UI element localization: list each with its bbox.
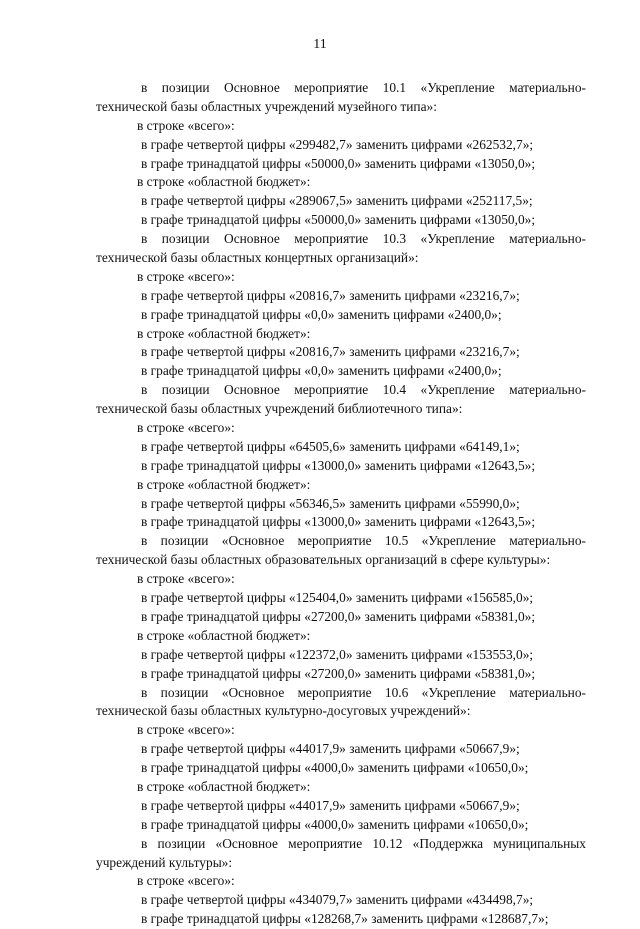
text-line: в позиции Основное мероприятие 10.3 «Укрепление материально- [141,231,586,247]
text-line: в строке «областной бюджет»: [137,476,311,492]
text-line: в графе четвертой цифры «289067,5» заменить цифрами «252117,5»; [141,193,533,209]
text-line: в графе тринадцатой цифры «50000,0» заменить цифрами «13050,0»; [141,155,536,171]
text-line: в графе четвертой цифры «299482,7» заменить цифрами «262532,7»; [141,136,534,152]
text-line: технической базы областных образовательных организаций в сфере культуры»: [96,552,551,568]
text-line: технической базы областных учреждений библиотечного типа»: [96,401,463,417]
text-line: технической базы областных учреждений музейного типа»: [96,98,437,114]
text-line: в графе тринадцатой цифры «13000,0» заменить цифрами «12643,5»; [141,514,536,530]
text-line: технической базы областных концертных организаций»: [96,250,419,266]
text-line: в строке «областной бюджет»: [137,174,311,190]
text-line: в графе тринадцатой цифры «4000,0» заменить цифрами «10650,0»; [141,816,529,832]
text-line: технической базы областных культурно-досуговых учреждений»: [96,703,471,719]
text-line: в графе четвертой цифры «122372,0» заменить цифрами «153553,0»; [141,646,534,662]
text-line: в графе четвертой цифры «44017,9» заменить цифрами «50667,9»; [141,797,520,813]
text-line: в графе четвертой цифры «44017,9» заменить цифрами «50667,9»; [141,741,520,757]
text-line: в строке «всего»: [137,117,235,133]
text-line: в графе четвертой цифры «434079,7» заменить цифрами «434498,7»; [141,892,534,908]
text-line: в строке «областной бюджет»: [137,627,311,643]
text-line: в позиции Основное мероприятие 10.4 «Укрепление материально- [141,382,586,398]
text-line: в позиции Основное мероприятие 10.1 «Укрепление материально- [141,80,586,95]
text-line: в позиции «Основное мероприятие 10.12 «Поддержка муниципальных [141,835,586,851]
text-line: в графе тринадцатой цифры «27200,0» заменить цифрами «58381,0»; [141,665,536,681]
page-number: 11 [313,37,327,52]
text-line: в строке «областной бюджет»: [137,325,311,341]
text-line: в строке «всего»: [137,420,235,436]
text-line: в графе четвертой цифры «125404,0» заменить цифрами «156585,0»; [141,590,534,606]
text-line: в графе четвертой цифры «64505,6» заменить цифрами «64149,1»; [141,438,520,454]
text-line: в строке «всего»: [137,268,235,284]
text-line: в графе тринадцатой цифры «27200,0» заменить цифрами «58381,0»; [141,608,536,624]
text-line: в графе тринадцатой цифры «128268,7» заменить цифрами «128687,7»; [141,911,549,927]
text-line: в позиции «Основное мероприятие 10.5 «Укрепление материально- [141,533,586,549]
text-line: учреждений культуры»: [96,854,233,870]
text-line: в графе четвертой цифры «20816,7» заменить цифрами «23216,7»; [141,344,520,360]
text-line: в строке «всего»: [137,873,235,889]
text-line: в графе четвертой цифры «20816,7» заменить цифрами «23216,7»; [141,287,520,303]
text-line: в позиции «Основное мероприятие 10.6 «Укрепление материально- [141,684,586,700]
document-body [96,79,586,929]
text-line: в графе тринадцатой цифры «50000,0» заменить цифрами «13050,0»; [141,212,536,228]
text-line: в графе четвертой цифры «56346,5» заменить цифрами «55990,0»; [141,495,520,511]
text-line: в графе тринадцатой цифры «0,0» заменить цифрами «2400,0»; [141,306,502,322]
text-line: в графе тринадцатой цифры «0,0» заменить цифрами «2400,0»; [141,363,502,379]
text-line: в строке «всего»: [137,571,235,587]
text-line: в строке «областной бюджет»: [137,778,311,794]
text-line: в графе тринадцатой цифры «4000,0» заменить цифрами «10650,0»; [141,760,529,776]
text-line: в графе тринадцатой цифры «13000,0» заменить цифрами «12643,5»; [141,457,536,473]
text-line: в строке «всего»: [137,722,235,738]
